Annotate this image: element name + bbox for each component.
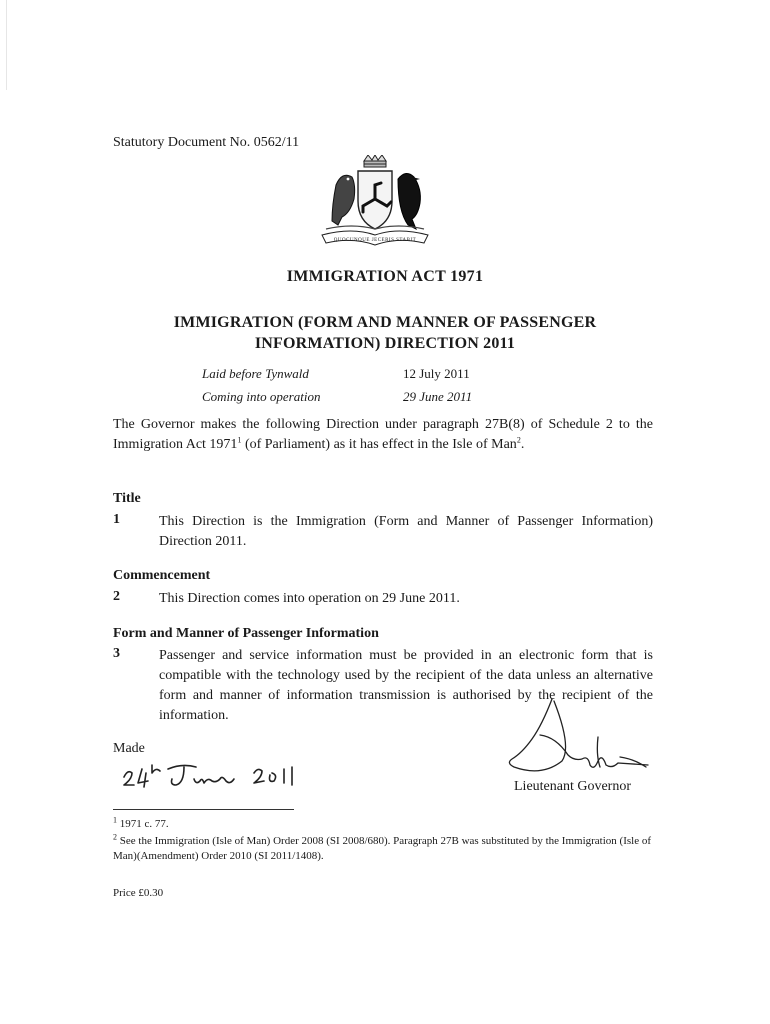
section-text-1: This Direction is the Immigration (Form and Manner of Passenger Information) Direction 2011. xyxy=(159,514,653,549)
direction-title: IMMIGRATION (FORM AND MANNER OF PASSENGER INFORMATION) DIRECTION 2011 xyxy=(173,314,597,352)
price-label: Price £0.30 xyxy=(113,887,164,899)
section-heading-form-and-manner: Form and Manner of Passenger Information xyxy=(113,626,379,641)
operation-label: Coming into operation xyxy=(202,389,321,404)
footnote-mark-1: 1 xyxy=(113,815,117,825)
lieutenant-governor-title: Lieutenant Governor xyxy=(514,779,632,794)
section-heading-title: Title xyxy=(113,491,141,506)
section-number-1: 1 xyxy=(113,512,120,527)
footnote-text-2: See the Immigration (Isle of Man) Order 2008 (SI 2008/680). Paragraph 27B was substituted by the Immigration (Isle of Man)(Amendment) Order 2010 (SI 2011/1408). xyxy=(113,835,651,862)
footnote-divider xyxy=(113,809,294,810)
footnote-ref-1: 1 xyxy=(237,435,242,445)
section-heading-commencement: Commencement xyxy=(113,568,211,583)
footnote-2 xyxy=(113,834,653,864)
handwritten-date-signature xyxy=(118,759,318,793)
scan-edge-line xyxy=(6,0,7,90)
footnote-ref-2: 2 xyxy=(516,435,521,445)
footnote-mark-2: 2 xyxy=(113,832,117,842)
isle-of-man-coat-of-arms-icon xyxy=(312,155,438,255)
section-number-2: 2 xyxy=(113,589,120,604)
footnote-1 xyxy=(113,817,169,832)
section-number-3: 3 xyxy=(113,646,120,661)
intro-text-middle: (of Parliament) as it has effect in the Isle of Man xyxy=(241,437,517,452)
intro-text-end: . xyxy=(520,437,525,452)
svg-text:QUOCUNQUE JECERIS STABIT: QUOCUNQUE JECERIS STABIT xyxy=(333,238,417,243)
governor-signature xyxy=(502,695,652,780)
intro-text-start: The Governor makes the following Direction under paragraph 27B(8) of Schedule 2 to the Immigration Act 1971 xyxy=(113,417,653,452)
act-title: IMMIGRATION ACT 1971 xyxy=(286,268,484,285)
intro-paragraph xyxy=(113,415,653,455)
laid-before-date: 12 July 2011 xyxy=(403,366,470,381)
operation-date: 29 June 2011 xyxy=(403,389,473,404)
made-label: Made xyxy=(113,741,145,756)
footnote-text-1: 1971 c. 77. xyxy=(117,818,169,830)
document-number: Statutory Document No. 0562/11 xyxy=(113,135,300,150)
laid-before-label: Laid before Tynwald xyxy=(202,366,309,381)
section-text-2: This Direction comes into operation on 29 June 2011. xyxy=(159,591,460,606)
section-text-3: Passenger and service information must be provided in an electronic form that is compatible with the technology used by the recipient of the data unless an alternative form and manner of information transmission is authorised by the recipient of the information. xyxy=(159,648,653,723)
